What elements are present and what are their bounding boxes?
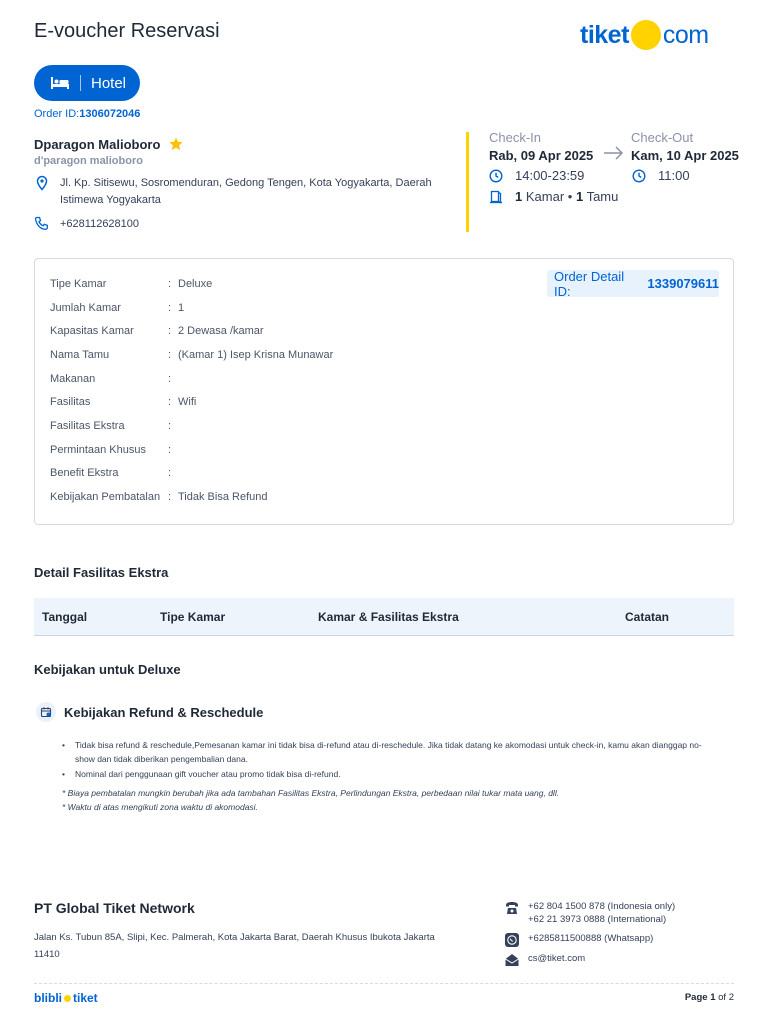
- brand-dot: [64, 995, 71, 1002]
- extra-facilities-title: Detail Fasilitas Ekstra: [34, 565, 169, 580]
- footer-divider: [34, 983, 734, 984]
- company-name: PT Global Tiket Network: [34, 900, 195, 916]
- detail-key: Kebijakan Pembatalan: [50, 491, 161, 503]
- detail-row: Jumlah Kamar : 1: [50, 302, 185, 314]
- guests-word: Tamu: [586, 189, 619, 204]
- product-tag: [34, 65, 140, 101]
- hotel-phone: [34, 216, 139, 232]
- detail-key: Jumlah Kamar: [50, 302, 121, 314]
- detail-key: Permintaan Khusus: [50, 444, 146, 456]
- bed-icon: [50, 76, 70, 90]
- detail-key: Makanan: [50, 373, 96, 385]
- calendar-refund-icon: [36, 702, 56, 722]
- blibli-tiket-logo: [34, 991, 98, 1005]
- room-key-icon: [489, 190, 503, 204]
- page-sep: of: [718, 992, 727, 1003]
- contact-email: [504, 952, 585, 968]
- hotel-name: [34, 136, 184, 152]
- stay-divider: [466, 132, 469, 232]
- detail-row: Permintaan Khusus :: [50, 444, 172, 456]
- clock-icon: [632, 169, 646, 183]
- checkin-time: [489, 168, 584, 183]
- refund-policy-list: [62, 738, 712, 781]
- checkout-time-text: 11:00: [658, 168, 690, 183]
- list-item: • Tidak bisa refund & reschedule,Pemesanan kamar ini tidak bisa di-refund atau di-reschedule. Jika tidak datang ke akomodasi untuk check-in, kamu akan dianggap no-show dan tidak diberikan pengembalian dana.: [62, 738, 712, 766]
- order-id: [34, 108, 140, 120]
- order-detail-id: [547, 270, 719, 297]
- hotel-address: [34, 175, 434, 209]
- detail-value: 2 Dewasa /kamar: [178, 325, 264, 337]
- hotel-name-text: Dparagon Malioboro: [34, 136, 161, 152]
- logo-text-left: tiket: [580, 20, 629, 49]
- whatsapp-icon: [504, 932, 520, 948]
- detail-row: Makanan :: [50, 373, 172, 385]
- checkin-label: Check-In: [489, 130, 542, 145]
- page-prefix: Page: [684, 992, 708, 1003]
- policy-title: Kebijakan untuk Deluxe: [34, 662, 181, 677]
- clock-icon: [489, 169, 503, 183]
- detail-row: Benefit Ekstra :: [50, 467, 172, 479]
- detail-value: (Kamar 1) Isep Krisna Munawar: [178, 349, 334, 361]
- location-pin-icon: [34, 175, 50, 191]
- detail-row: Fasilitas : Wifi: [50, 396, 197, 408]
- detail-key: Fasilitas Ekstra: [50, 420, 125, 432]
- detail-value: Wifi: [178, 396, 197, 408]
- detail-key: Kapasitas Kamar: [50, 325, 134, 337]
- hotel-address-text: Jl. Kp. Sitisewu, Sosromenduran, Gedong Tengen, Kota Yogyakarta, Daerah Istimewa Yogyakarta: [60, 177, 432, 206]
- email-address: cs@tiket.com: [528, 953, 586, 964]
- contact-phone: [504, 900, 675, 926]
- checkout-date: Kam, 10 Apr 2025: [631, 148, 739, 163]
- detail-value: 1: [178, 302, 185, 314]
- refund-policy-title: Kebijakan Refund & Reschedule: [64, 704, 264, 720]
- arrow-right-icon: [602, 145, 626, 161]
- page-title: E-voucher Reservasi: [34, 20, 220, 42]
- order-id-prefix: Order ID:: [34, 108, 80, 120]
- detail-key: Fasilitas: [50, 396, 91, 408]
- hotel-phone-text: +628112628100: [60, 218, 140, 230]
- logo-text-right: com: [662, 20, 709, 49]
- phone-indonesia: +62 804 1500 878 (Indonesia only): [528, 901, 676, 912]
- whatsapp-number: +6285811500888 (Whatsapp): [528, 933, 654, 944]
- list-item: • Nominal dari penggunaan gift voucher atau promo tidak bisa di-refund.: [62, 767, 712, 781]
- column-header: Kamar & Fasilitas Ekstra: [318, 610, 459, 624]
- checkin-time-text: 14:00-23:59: [515, 168, 585, 183]
- page-total: 2: [728, 992, 734, 1003]
- note: * Biaya pembatalan mungkin berubah jika ada tambahan Fasilitas Ekstra, Perlindungan Ekstra, perbedaan nilai tukar mata uang, dll.: [62, 788, 560, 798]
- detail-row: Kebijakan Pembatalan : Tidak Bisa Refund: [50, 491, 268, 503]
- checkout-label: Check-Out: [631, 130, 694, 145]
- star-icon: [168, 136, 184, 152]
- rooms-count: 1: [515, 189, 523, 204]
- page-number: [685, 992, 734, 1003]
- phone-international: +62 21 3973 0888 (International): [528, 914, 667, 925]
- order-detail-value: 1339079611: [647, 276, 719, 291]
- brand-left: blibli: [34, 991, 62, 1005]
- column-header: Tanggal: [42, 610, 88, 624]
- detail-row: Nama Tamu : (Kamar 1) Isep Krisna Munawar: [50, 349, 334, 361]
- guests-count: 1: [575, 189, 584, 204]
- order-detail-label: Order Detail ID:: [554, 268, 625, 299]
- logo-dot: [631, 20, 661, 50]
- detail-key: Tipe Kamar: [50, 278, 107, 290]
- mail-icon: [504, 952, 520, 968]
- column-header: Catatan: [625, 610, 670, 624]
- product-label: Hotel: [91, 74, 127, 92]
- hotel-subname: d'paragon malioboro: [34, 155, 143, 167]
- order-id-value: 1306072046: [79, 108, 141, 120]
- brand-right: tiket: [73, 991, 98, 1005]
- rooms-word: Kamar •: [525, 189, 573, 204]
- checkout-time: [632, 168, 690, 183]
- phone-icon: [34, 216, 50, 232]
- page-current: 1: [710, 992, 716, 1003]
- refund-policy-heading: [36, 702, 263, 722]
- detail-row: Fasilitas Ekstra :: [50, 420, 172, 432]
- detail-value: Tidak Bisa Refund: [178, 491, 268, 503]
- tiket-logo: [580, 18, 709, 52]
- detail-key: Nama Tamu: [50, 349, 110, 361]
- contact-whatsapp: [504, 932, 653, 948]
- reservation-detail-card: [34, 258, 734, 525]
- divider: [80, 75, 81, 91]
- detail-row: Kapasitas Kamar : 2 Dewasa /kamar: [50, 325, 264, 337]
- extra-facilities-table-header: [34, 598, 734, 636]
- detail-row: Tipe Kamar : Deluxe: [50, 278, 213, 290]
- policy-notes: [62, 786, 559, 814]
- checkin-date: Rab, 09 Apr 2025: [489, 148, 594, 163]
- telephone-icon: [504, 900, 520, 916]
- rooms-guests: [489, 189, 618, 204]
- detail-key: Benefit Ekstra: [50, 467, 119, 479]
- company-address: Jalan Ks. Tubun 85A, Slipi, Kec. Palmerah, Kota Jakarta Barat, Daerah Khusus Ibukota Jakarta 11410: [34, 932, 435, 960]
- detail-value: Deluxe: [178, 278, 213, 290]
- column-header: Tipe Kamar: [160, 610, 226, 624]
- note: * Waktu di atas mengikuti zona waktu di akomodasi.: [62, 802, 258, 812]
